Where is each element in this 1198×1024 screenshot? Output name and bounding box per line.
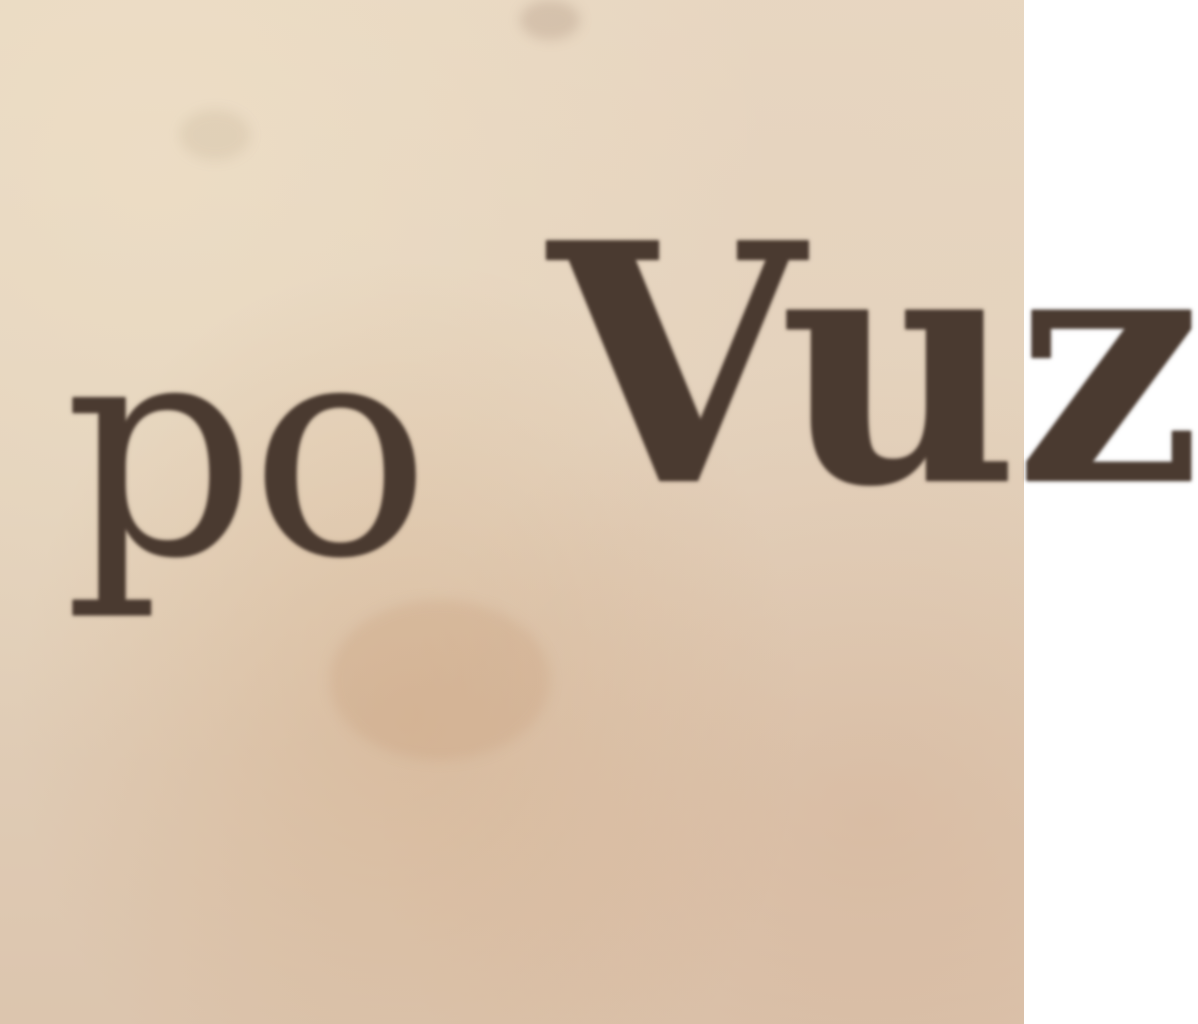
printed-word-1: po [64, 275, 425, 624]
paper-stain [520, 0, 580, 40]
paper-stain [330, 600, 550, 760]
paper-stain [180, 110, 250, 160]
printed-word-2: Vuz [548, 171, 1198, 559]
